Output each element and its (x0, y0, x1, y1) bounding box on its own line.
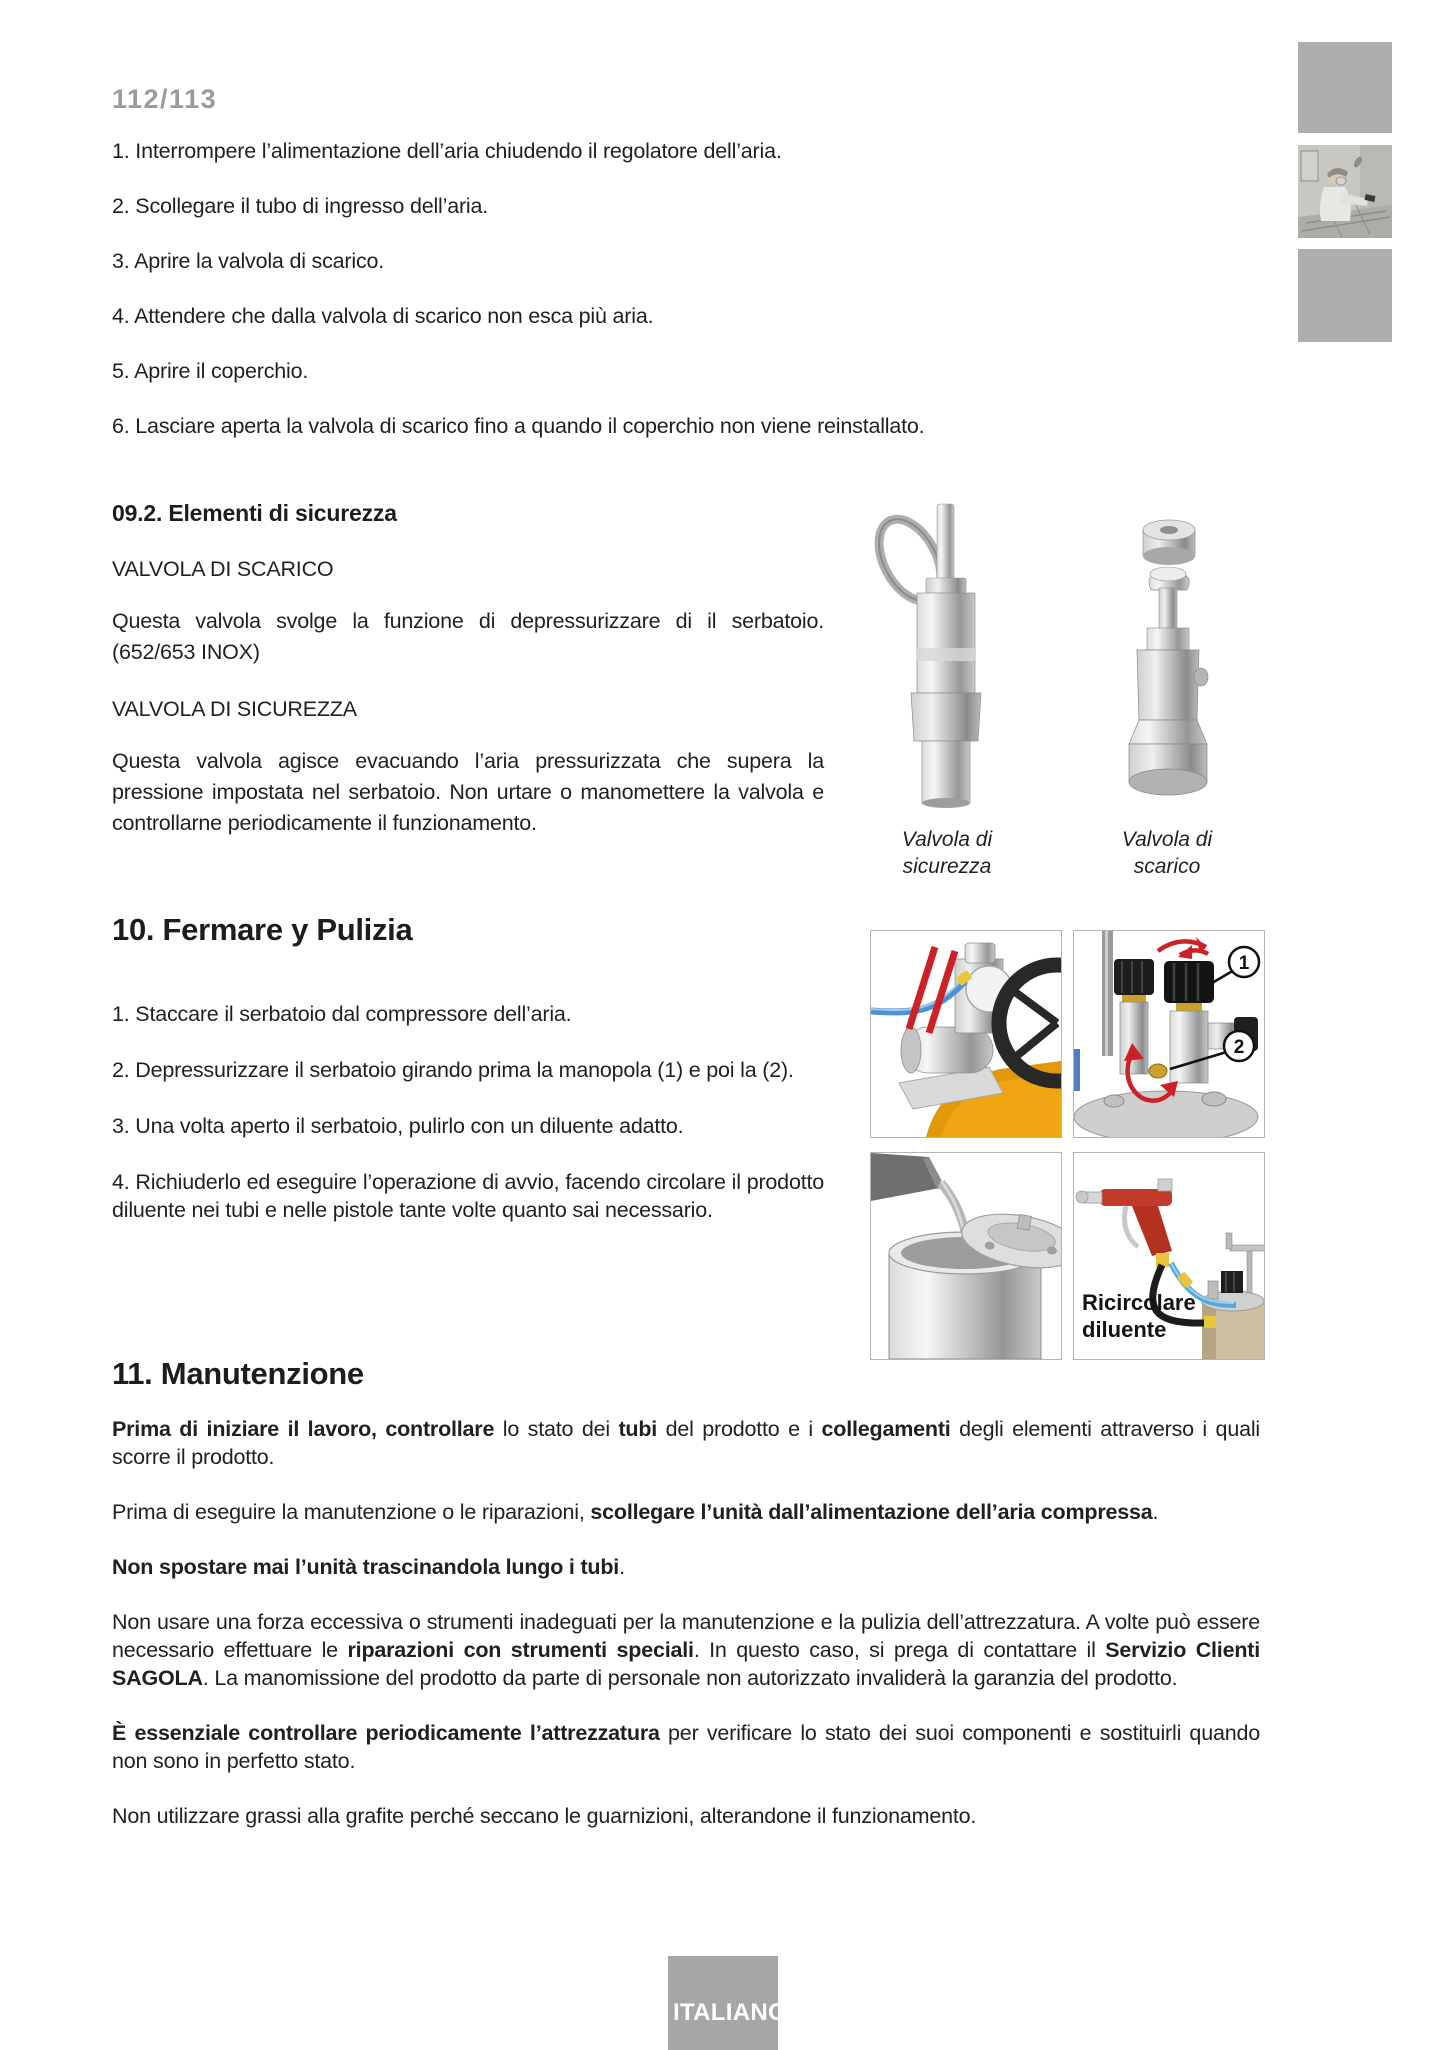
step-item: 2. Depressurizzare il serbatoio girando prima la manopola (1) e poi la (2). (112, 1058, 794, 1082)
sidebar-gray-block (1298, 249, 1392, 342)
step-item: 6. Lasciare aperta la valvola di scarico fino a quando il coperchio non viene reinstallato. (112, 414, 925, 438)
figure-label: Ricircolare (1082, 1290, 1196, 1315)
svg-text:1: 1 (1238, 953, 1250, 974)
paragraph: Prima di iniziare il lavoro, controllare lo stato dei tubi del prodotto e i collegamenti degli elementi attraverso i quali scorre il prodotto. (112, 1417, 1260, 1469)
step-item: 3. Aprire la valvola di scarico. (112, 249, 385, 273)
paragraph: È essenziale controllare periodicamente l’attrezzatura per verificare lo stato dei suoi componenti e sostituirli quando non sono in perfetto stato. (112, 1721, 1260, 1773)
caption-safety-valve: Valvola di sicurezza (901, 828, 993, 878)
compressor-hose-cut-illustration (871, 931, 1061, 1137)
figure-clean-tank (870, 1152, 1062, 1360)
section-11-title: 11. Manutenzione (112, 1356, 364, 1391)
svg-text:2: 2 (1233, 1037, 1245, 1058)
regulator-knobs-illustration (1074, 931, 1264, 1137)
paragraph: Non utilizzare grassi alla grafite perché seccano le guarnizioni, alterandone il funzionamento. (112, 1804, 977, 1828)
stop-cleaning-steps (112, 1000, 824, 1252)
paragraph: Questa valvola svolge la funzione di depressurizzare di il serbatoio. (652/653 INOX) (112, 609, 824, 664)
paragraph: Prima di eseguire la manutenzione o le riparazioni, scollegare l’unità dall’alimentazione dell’aria compressa. (112, 1500, 1159, 1524)
rotate-arrow-icon (1158, 937, 1208, 959)
figure-label: diluente (1082, 1317, 1167, 1342)
section-10-title: 10. Fermare y Pulizia (112, 912, 413, 947)
step-item: 4. Richiuderlo ed eseguire l’operazione di avvio, facendo circolare il prodotto diluente nei tubi e nelle pistole tante volte quanto sai necessario. (112, 1170, 824, 1222)
step-item: 5. Aprire il coperchio. (112, 359, 309, 383)
figure-disconnect-hose (870, 930, 1062, 1138)
subheading-drain-valve: VALVOLA DI SCARICO (112, 557, 334, 581)
step-item: 1. Interrompere l’alimentazione dell’aria chiudendo il regolatore dell’aria. (112, 139, 782, 163)
paragraph: Questa valvola agisce evacuando l’aria pressurizzata che supera la pressione impostata nel serbatoio. Non urtare o manomettere la valvola e controllarne periodicamente il funzionamento. (112, 749, 824, 835)
step-item: 1. Staccare il serbatoio dal compressore dell’aria. (112, 1002, 572, 1026)
paint-pot-icon (1202, 1233, 1264, 1359)
cut-marks-icon (909, 947, 955, 1033)
page-number: 112/113 (112, 84, 218, 114)
sidebar-gray-block (1298, 42, 1392, 133)
valve-cap-icon (1143, 520, 1195, 565)
worker-photo (1298, 145, 1392, 238)
caption-drain-valve: Valvola di scarico (1121, 828, 1213, 878)
motor-cylinder-icon (901, 1027, 993, 1073)
right-regulator-icon (1164, 961, 1214, 1083)
language-tab (668, 1956, 787, 2050)
step-item: 3. Una volta aperto il serbatoio, pulirlo con un diluente adatto. (112, 1114, 684, 1138)
section-safety-elements (112, 500, 824, 839)
callout-1 (1212, 947, 1259, 983)
shutdown-steps-list (112, 139, 1272, 469)
spray-gun-icon (1076, 1179, 1172, 1267)
language-tab-label: ITALIANO (673, 1999, 787, 2026)
paragraph: Non usare una forza eccessiva o strumenti inadeguati per la manutenzione e la pulizia dell’attrezzatura. A volte può essere necessario effettuare le riparazioni con strumenti speciali. In questo caso, si prega di contattare il Servizio Clienti SAGOLA. La manomissione del prodotto da parte di personale non autorizzato invaliderà la garanzia del prodotto. (112, 1610, 1261, 1690)
step-item: 4. Attendere che dalla valvola di scarico non esca più aria. (112, 304, 654, 328)
paragraph: Non spostare mai l’unità trascinandola lungo i tubi. (112, 1555, 625, 1579)
pouring-bucket-illustration (871, 1153, 1061, 1359)
figure-depressurize (1073, 930, 1265, 1138)
figure-recirculate (1073, 1152, 1265, 1360)
maintenance-paragraphs (112, 1415, 1260, 1857)
subheading-safety-valve: VALVOLA DI SICUREZZA (112, 697, 357, 721)
safety-valve-illustration (870, 498, 1025, 818)
step-item: 2. Scollegare il tubo di ingresso dell’aria. (112, 194, 489, 218)
drain-valve-illustration (1095, 512, 1240, 817)
spray-gun-pot-illustration (1074, 1153, 1264, 1359)
section-title: 09.2. Elementi di sicurezza (112, 500, 397, 526)
